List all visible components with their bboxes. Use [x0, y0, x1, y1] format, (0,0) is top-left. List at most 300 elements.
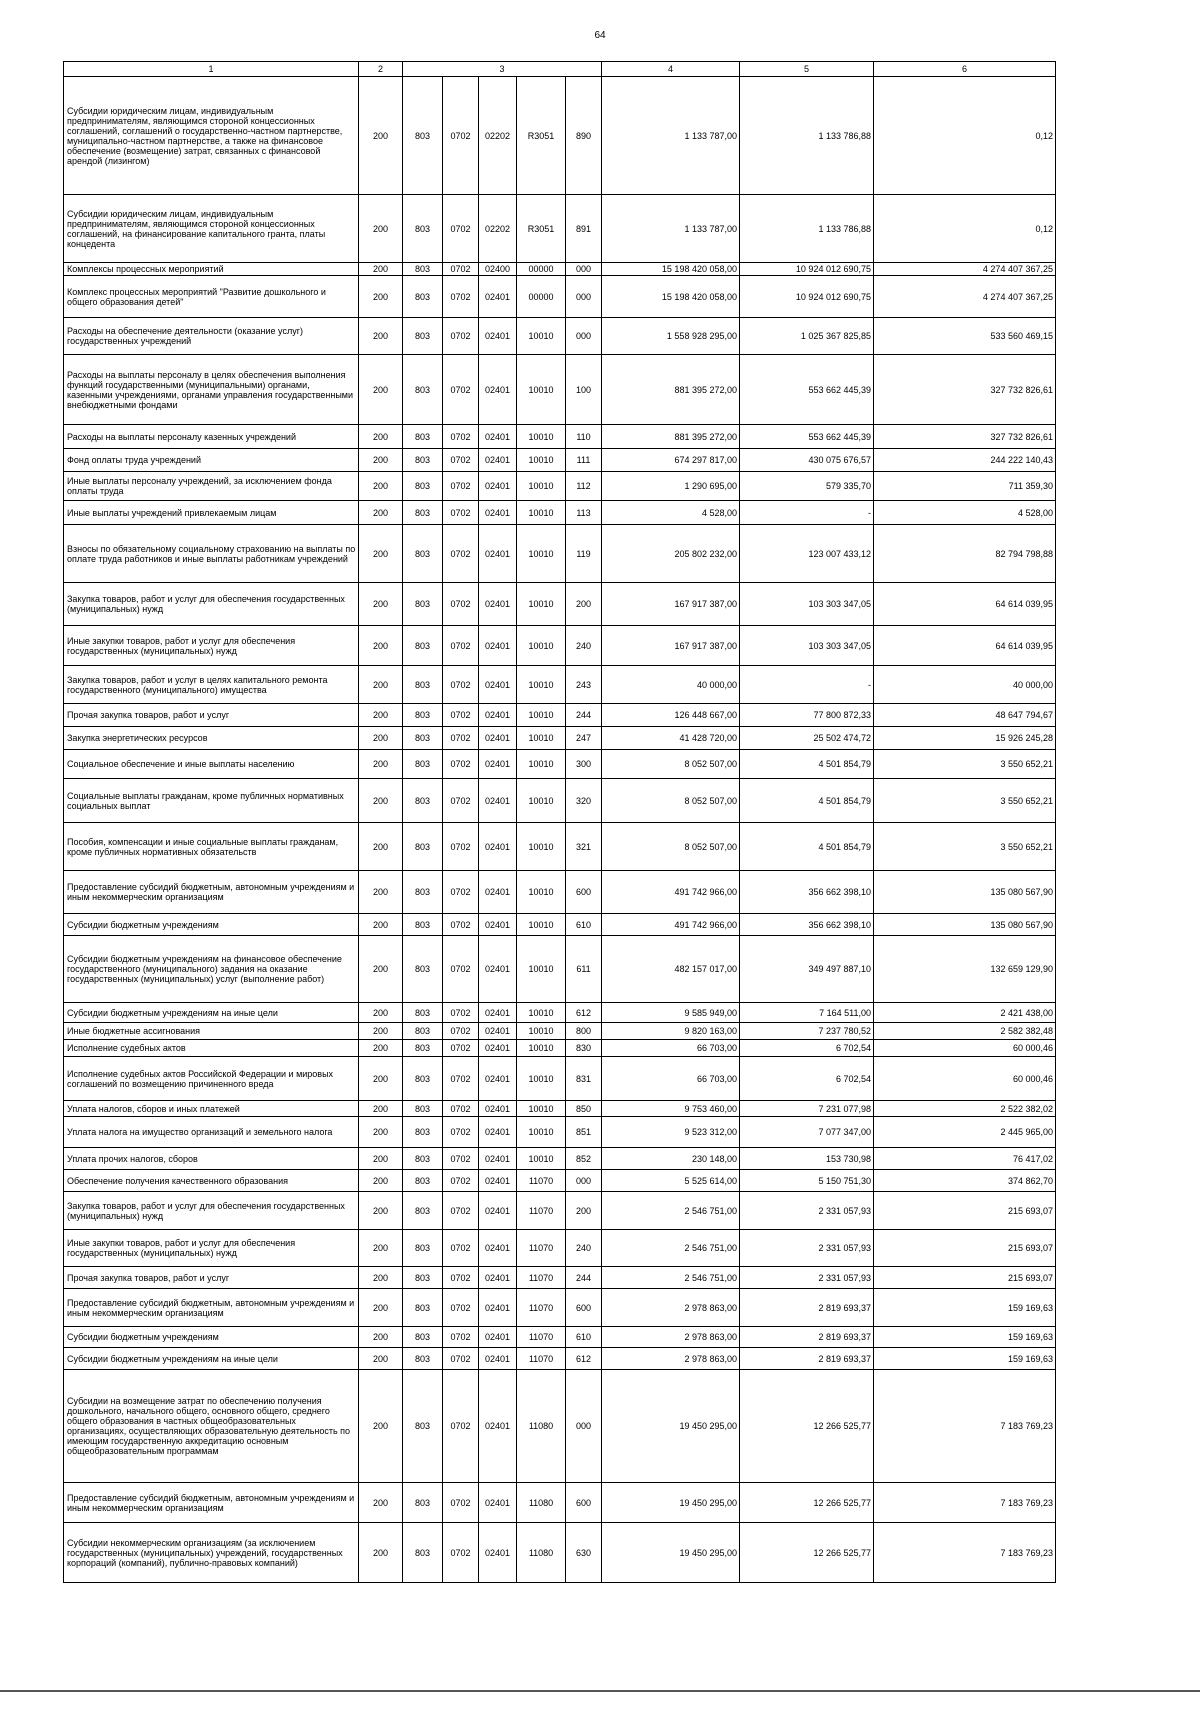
program-code: 02401 — [479, 583, 517, 626]
row-name: Субсидии юридическим лицам, индивидуальным предпринимателям, являющимся стороной концессионных соглашений, на финансирование капитального гранта, платы концедента — [64, 195, 359, 263]
direction-code: 11080 — [517, 1523, 566, 1583]
row-name: Пособия, компенсации и иные социальные выплаты гражданам, кроме публичных нормативных обязательств — [64, 823, 359, 871]
dept-code: 803 — [403, 263, 443, 276]
approved-amount: 9 523 312,00 — [602, 1117, 740, 1148]
admin-code: 200 — [359, 1170, 403, 1192]
executed-amount: 2 819 693,37 — [740, 1327, 874, 1348]
page-number: 64 — [594, 30, 606, 41]
executed-amount: 349 497 887,10 — [740, 936, 874, 1003]
approved-amount: 167 917 387,00 — [602, 583, 740, 626]
approved-amount: 5 525 614,00 — [602, 1170, 740, 1192]
direction-code: 10010 — [517, 472, 566, 501]
expense-type-code: 119 — [566, 525, 602, 583]
row-name: Предоставление субсидий бюджетным, автономным учреждениям и иным некоммерческим организациям — [64, 871, 359, 914]
program-code: 02401 — [479, 779, 517, 823]
section-code: 0702 — [443, 666, 479, 704]
table-row — [64, 1101, 1056, 1117]
section-code: 0702 — [443, 1370, 479, 1483]
dept-code: 803 — [403, 355, 443, 425]
section-code: 0702 — [443, 355, 479, 425]
header-col-6: 6 — [874, 62, 1056, 77]
section-code: 0702 — [443, 1483, 479, 1523]
row-name: Субсидии некоммерческим организациям (за исключением государственных (муниципальных) учреждений, государственных корпораций (компаний), публично-правовых компаний) — [64, 1523, 359, 1583]
admin-code: 200 — [359, 1348, 403, 1370]
admin-code: 200 — [359, 276, 403, 318]
expense-type-code: 600 — [566, 871, 602, 914]
approved-amount: 9 753 460,00 — [602, 1101, 740, 1117]
expense-type-code: 200 — [566, 583, 602, 626]
section-code: 0702 — [443, 472, 479, 501]
admin-code: 200 — [359, 1003, 403, 1023]
direction-code: 10010 — [517, 583, 566, 626]
expense-type-code: 000 — [566, 263, 602, 276]
program-code: 02401 — [479, 1148, 517, 1170]
row-name: Предоставление субсидий бюджетным, автономным учреждениям и иным некоммерческим организациям — [64, 1483, 359, 1523]
program-code: 02401 — [479, 1230, 517, 1267]
program-code: 02401 — [479, 1370, 517, 1483]
executed-amount: 10 924 012 690,75 — [740, 263, 874, 276]
program-code: 02202 — [479, 195, 517, 263]
section-code: 0702 — [443, 936, 479, 1003]
table-row — [64, 1327, 1056, 1348]
column-number-header — [64, 62, 1056, 77]
program-code: 02401 — [479, 1267, 517, 1289]
executed-amount: 7 231 077,98 — [740, 1101, 874, 1117]
program-code: 02401 — [479, 1101, 517, 1117]
executed-amount: 7 164 511,00 — [740, 1003, 874, 1023]
row-name: Иные бюджетные ассигнования — [64, 1023, 359, 1040]
expense-type-code: 113 — [566, 501, 602, 525]
program-code: 02401 — [479, 1523, 517, 1583]
dept-code: 803 — [403, 727, 443, 750]
table-row — [64, 583, 1056, 626]
direction-code: 00000 — [517, 263, 566, 276]
section-code: 0702 — [443, 1057, 479, 1101]
row-name: Закупка товаров, работ и услуг для обеспечения государственных (муниципальных) нужд — [64, 1192, 359, 1230]
section-code: 0702 — [443, 1023, 479, 1040]
direction-code: 10010 — [517, 626, 566, 666]
dept-code: 803 — [403, 779, 443, 823]
expense-type-code: 112 — [566, 472, 602, 501]
section-code: 0702 — [443, 750, 479, 779]
direction-code: 10010 — [517, 1040, 566, 1057]
dept-code: 803 — [403, 1192, 443, 1230]
approved-amount: 491 742 966,00 — [602, 871, 740, 914]
executed-amount: 12 266 525,77 — [740, 1483, 874, 1523]
direction-code: 10010 — [517, 1101, 566, 1117]
expense-type-code: 850 — [566, 1101, 602, 1117]
direction-code: 00000 — [517, 276, 566, 318]
admin-code: 200 — [359, 1148, 403, 1170]
expense-type-code: 320 — [566, 779, 602, 823]
row-name: Субсидии бюджетным учреждениям — [64, 1327, 359, 1348]
executed-amount: 553 662 445,39 — [740, 425, 874, 449]
direction-code: 11080 — [517, 1483, 566, 1523]
admin-code: 200 — [359, 472, 403, 501]
approved-amount: 8 052 507,00 — [602, 823, 740, 871]
table-row — [64, 666, 1056, 704]
program-code: 02401 — [479, 823, 517, 871]
table-row — [64, 1040, 1056, 1057]
program-code: 02401 — [479, 871, 517, 914]
row-name: Комплексы процессных мероприятий — [64, 263, 359, 276]
table-row — [64, 1348, 1056, 1370]
row-name: Субсидии бюджетным учреждениям на иные цели — [64, 1003, 359, 1023]
program-code: 02401 — [479, 727, 517, 750]
program-code: 02400 — [479, 263, 517, 276]
executed-amount: 1 025 367 825,85 — [740, 318, 874, 355]
direction-code: 10010 — [517, 666, 566, 704]
direction-code: 10010 — [517, 318, 566, 355]
approved-amount: 41 428 720,00 — [602, 727, 740, 750]
expense-type-code: 800 — [566, 1023, 602, 1040]
dept-code: 803 — [403, 501, 443, 525]
dept-code: 803 — [403, 1267, 443, 1289]
header-col-3: 3 — [403, 62, 602, 77]
executed-amount: 579 335,70 — [740, 472, 874, 501]
remaining-amount: 76 417,02 — [874, 1148, 1056, 1170]
admin-code: 200 — [359, 779, 403, 823]
remaining-amount: 215 693,07 — [874, 1267, 1056, 1289]
remaining-amount: 64 614 039,95 — [874, 583, 1056, 626]
admin-code: 200 — [359, 1101, 403, 1117]
header-col-1: 1 — [64, 62, 359, 77]
dept-code: 803 — [403, 472, 443, 501]
admin-code: 200 — [359, 318, 403, 355]
admin-code: 200 — [359, 525, 403, 583]
remaining-amount: 159 169,63 — [874, 1327, 1056, 1348]
dept-code: 803 — [403, 1023, 443, 1040]
approved-amount: 19 450 295,00 — [602, 1523, 740, 1583]
executed-amount: 12 266 525,77 — [740, 1370, 874, 1483]
admin-code: 200 — [359, 704, 403, 727]
program-code: 02401 — [479, 1192, 517, 1230]
dept-code: 803 — [403, 704, 443, 727]
expense-type-code: 612 — [566, 1003, 602, 1023]
table-row — [64, 1148, 1056, 1170]
program-code: 02401 — [479, 425, 517, 449]
row-name: Фонд оплаты труда учреждений — [64, 449, 359, 472]
table-row — [64, 318, 1056, 355]
row-name: Субсидии на возмещение затрат по обеспечению получения дошкольного, начального общего, основного общего, среднего общего образования в частных общеобразовательных организациях, осуществляющих образовательную деятельность по имеющим государственную аккредитацию основным общеобразовательным программам — [64, 1370, 359, 1483]
row-name: Расходы на обеспечение деятельности (оказание услуг) государственных учреждений — [64, 318, 359, 355]
expense-type-code: 890 — [566, 77, 602, 195]
expense-type-code: 000 — [566, 276, 602, 318]
executed-amount: 2 331 057,93 — [740, 1192, 874, 1230]
remaining-amount: 0,12 — [874, 77, 1056, 195]
dept-code: 803 — [403, 871, 443, 914]
dept-code: 803 — [403, 449, 443, 472]
executed-amount: 25 502 474,72 — [740, 727, 874, 750]
dept-code: 803 — [403, 1523, 443, 1583]
remaining-amount: 244 222 140,43 — [874, 449, 1056, 472]
expense-type-code: 612 — [566, 1348, 602, 1370]
program-code: 02401 — [479, 1289, 517, 1327]
remaining-amount: 327 732 826,61 — [874, 355, 1056, 425]
table-row — [64, 727, 1056, 750]
executed-amount: 1 133 786,88 — [740, 77, 874, 195]
executed-amount: 10 924 012 690,75 — [740, 276, 874, 318]
executed-amount: 4 501 854,79 — [740, 750, 874, 779]
budget-table — [63, 61, 1056, 1583]
section-code: 0702 — [443, 1117, 479, 1148]
remaining-amount: 711 359,30 — [874, 472, 1056, 501]
section-code: 0702 — [443, 318, 479, 355]
remaining-amount: 82 794 798,88 — [874, 525, 1056, 583]
executed-amount: 6 702,54 — [740, 1057, 874, 1101]
admin-code: 200 — [359, 1523, 403, 1583]
table-row — [64, 1003, 1056, 1023]
program-code: 02401 — [479, 276, 517, 318]
approved-amount: 8 052 507,00 — [602, 779, 740, 823]
admin-code: 200 — [359, 871, 403, 914]
expense-type-code: 300 — [566, 750, 602, 779]
section-code: 0702 — [443, 1040, 479, 1057]
section-code: 0702 — [443, 914, 479, 936]
direction-code: 10010 — [517, 823, 566, 871]
remaining-amount: 7 183 769,23 — [874, 1370, 1056, 1483]
dept-code: 803 — [403, 276, 443, 318]
section-code: 0702 — [443, 449, 479, 472]
table-row — [64, 449, 1056, 472]
executed-amount: 123 007 433,12 — [740, 525, 874, 583]
program-code: 02401 — [479, 1023, 517, 1040]
admin-code: 200 — [359, 1057, 403, 1101]
row-name: Иные выплаты учреждений привлекаемым лицам — [64, 501, 359, 525]
expense-type-code: 243 — [566, 666, 602, 704]
remaining-amount: 0,12 — [874, 195, 1056, 263]
remaining-amount: 7 183 769,23 — [874, 1483, 1056, 1523]
row-name: Прочая закупка товаров, работ и услуг — [64, 1267, 359, 1289]
executed-amount: 2 819 693,37 — [740, 1348, 874, 1370]
remaining-amount: 4 274 407 367,25 — [874, 276, 1056, 318]
direction-code: 10010 — [517, 525, 566, 583]
row-name: Иные выплаты персоналу учреждений, за исключением фонда оплаты труда — [64, 472, 359, 501]
dept-code: 803 — [403, 1370, 443, 1483]
expense-type-code: 247 — [566, 727, 602, 750]
remaining-amount: 132 659 129,90 — [874, 936, 1056, 1003]
program-code: 02401 — [479, 501, 517, 525]
program-code: 02202 — [479, 77, 517, 195]
executed-amount: 77 800 872,33 — [740, 704, 874, 727]
approved-amount: 15 198 420 058,00 — [602, 276, 740, 318]
admin-code: 200 — [359, 355, 403, 425]
direction-code: 10010 — [517, 1148, 566, 1170]
direction-code: 11070 — [517, 1267, 566, 1289]
dept-code: 803 — [403, 626, 443, 666]
executed-amount: 1 133 786,88 — [740, 195, 874, 263]
direction-code: 11070 — [517, 1348, 566, 1370]
expense-type-code: 600 — [566, 1289, 602, 1327]
row-name: Взносы по обязательному социальному страхованию на выплаты по оплате труда работников и иные выплаты работникам учреждений — [64, 525, 359, 583]
row-name: Социальные выплаты гражданам, кроме публичных нормативных социальных выплат — [64, 779, 359, 823]
remaining-amount: 3 550 652,21 — [874, 823, 1056, 871]
admin-code: 200 — [359, 501, 403, 525]
executed-amount: 4 501 854,79 — [740, 823, 874, 871]
expense-type-code: 110 — [566, 425, 602, 449]
program-code: 02401 — [479, 914, 517, 936]
table-row — [64, 1057, 1056, 1101]
remaining-amount: 4 528,00 — [874, 501, 1056, 525]
expense-type-code: 111 — [566, 449, 602, 472]
expense-type-code: 630 — [566, 1523, 602, 1583]
table-row — [64, 871, 1056, 914]
remaining-amount: 533 560 469,15 — [874, 318, 1056, 355]
dept-code: 803 — [403, 1483, 443, 1523]
expense-type-code: 100 — [566, 355, 602, 425]
expense-type-code: 000 — [566, 1170, 602, 1192]
direction-code: 11070 — [517, 1170, 566, 1192]
row-name: Обеспечение получения качественного образования — [64, 1170, 359, 1192]
section-code: 0702 — [443, 501, 479, 525]
approved-amount: 881 395 272,00 — [602, 355, 740, 425]
direction-code: 10010 — [517, 425, 566, 449]
program-code: 02401 — [479, 936, 517, 1003]
dept-code: 803 — [403, 1230, 443, 1267]
row-name: Субсидии бюджетным учреждениям на иные цели — [64, 1348, 359, 1370]
executed-amount: 2 331 057,93 — [740, 1267, 874, 1289]
admin-code: 200 — [359, 1483, 403, 1523]
admin-code: 200 — [359, 77, 403, 195]
direction-code: 10010 — [517, 355, 566, 425]
remaining-amount: 15 926 245,28 — [874, 727, 1056, 750]
admin-code: 200 — [359, 1192, 403, 1230]
remaining-amount: 7 183 769,23 — [874, 1523, 1056, 1583]
remaining-amount: 374 862,70 — [874, 1170, 1056, 1192]
table-row — [64, 1230, 1056, 1267]
approved-amount: 1 133 787,00 — [602, 195, 740, 263]
table-row — [64, 1483, 1056, 1523]
direction-code: 10010 — [517, 449, 566, 472]
admin-code: 200 — [359, 1267, 403, 1289]
remaining-amount: 48 647 794,67 — [874, 704, 1056, 727]
expense-type-code: 830 — [566, 1040, 602, 1057]
row-name: Иные закупки товаров, работ и услуг для обеспечения государственных (муниципальных) нужд — [64, 626, 359, 666]
admin-code: 200 — [359, 914, 403, 936]
section-code: 0702 — [443, 583, 479, 626]
expense-type-code: 000 — [566, 1370, 602, 1483]
expense-type-code: 000 — [566, 318, 602, 355]
section-code: 0702 — [443, 276, 479, 318]
direction-code: 10010 — [517, 1117, 566, 1148]
table-row — [64, 1117, 1056, 1148]
dept-code: 803 — [403, 1289, 443, 1327]
expense-type-code: 611 — [566, 936, 602, 1003]
program-code: 02401 — [479, 472, 517, 501]
admin-code: 200 — [359, 1370, 403, 1483]
executed-amount: 2 819 693,37 — [740, 1289, 874, 1327]
row-name: Исполнение судебных актов — [64, 1040, 359, 1057]
executed-amount: - — [740, 666, 874, 704]
executed-amount: 7 077 347,00 — [740, 1117, 874, 1148]
remaining-amount: 2 445 965,00 — [874, 1117, 1056, 1148]
remaining-amount: 64 614 039,95 — [874, 626, 1056, 666]
executed-amount: 6 702,54 — [740, 1040, 874, 1057]
remaining-amount: 215 693,07 — [874, 1230, 1056, 1267]
dept-code: 803 — [403, 823, 443, 871]
executed-amount: 103 303 347,05 — [740, 626, 874, 666]
row-name: Иные закупки товаров, работ и услуг для обеспечения государственных (муниципальных) нужд — [64, 1230, 359, 1267]
section-code: 0702 — [443, 704, 479, 727]
row-name: Уплата налога на имущество организаций и земельного налога — [64, 1117, 359, 1148]
admin-code: 200 — [359, 425, 403, 449]
row-name: Уплата налогов, сборов и иных платежей — [64, 1101, 359, 1117]
table-row — [64, 750, 1056, 779]
direction-code: 11070 — [517, 1230, 566, 1267]
header-col-4: 4 — [602, 62, 740, 77]
admin-code: 200 — [359, 1040, 403, 1057]
section-code: 0702 — [443, 1289, 479, 1327]
table-row — [64, 525, 1056, 583]
dept-code: 803 — [403, 1170, 443, 1192]
row-name: Закупка энергетических ресурсов — [64, 727, 359, 750]
row-name: Субсидии юридическим лицам, индивидуальным предпринимателям, являющимся стороной концессионных соглашений, соглашений о государственно-частном партнерстве, муниципально-частном партнерстве, а также на финансовое обеспечение (возмещение) затрат, связанных с финансовой арендой (лизингом) — [64, 77, 359, 195]
approved-amount: 8 052 507,00 — [602, 750, 740, 779]
scan-bottom-edge — [0, 1690, 1200, 1692]
approved-amount: 40 000,00 — [602, 666, 740, 704]
expense-type-code: 610 — [566, 914, 602, 936]
section-code: 0702 — [443, 1230, 479, 1267]
direction-code: 11070 — [517, 1327, 566, 1348]
direction-code: 10010 — [517, 1003, 566, 1023]
executed-amount: 5 150 751,30 — [740, 1170, 874, 1192]
admin-code: 200 — [359, 727, 403, 750]
executed-amount: 4 501 854,79 — [740, 779, 874, 823]
remaining-amount: 135 080 567,90 — [874, 871, 1056, 914]
row-name: Исполнение судебных актов Российской Федерации и мировых соглашений по возмещению причиненного вреда — [64, 1057, 359, 1101]
program-code: 02401 — [479, 1483, 517, 1523]
direction-code: 10010 — [517, 727, 566, 750]
table-row — [64, 195, 1056, 263]
executed-amount: 553 662 445,39 — [740, 355, 874, 425]
program-code: 02401 — [479, 666, 517, 704]
table-row — [64, 472, 1056, 501]
dept-code: 803 — [403, 1348, 443, 1370]
expense-type-code: 610 — [566, 1327, 602, 1348]
expense-type-code: 891 — [566, 195, 602, 263]
dept-code: 803 — [403, 1057, 443, 1101]
approved-amount: 482 157 017,00 — [602, 936, 740, 1003]
expense-type-code: 600 — [566, 1483, 602, 1523]
dept-code: 803 — [403, 666, 443, 704]
section-code: 0702 — [443, 195, 479, 263]
table-row — [64, 1370, 1056, 1483]
direction-code: 10010 — [517, 750, 566, 779]
table-row — [64, 425, 1056, 449]
approved-amount: 2 978 863,00 — [602, 1289, 740, 1327]
dept-code: 803 — [403, 1040, 443, 1057]
remaining-amount: 2 522 382,02 — [874, 1101, 1056, 1117]
approved-amount: 19 450 295,00 — [602, 1370, 740, 1483]
admin-code: 200 — [359, 1023, 403, 1040]
table-row — [64, 779, 1056, 823]
direction-code: 10010 — [517, 936, 566, 1003]
table-row — [64, 276, 1056, 318]
approved-amount: 2 546 751,00 — [602, 1230, 740, 1267]
dept-code: 803 — [403, 525, 443, 583]
section-code: 0702 — [443, 1148, 479, 1170]
approved-amount: 167 917 387,00 — [602, 626, 740, 666]
program-code: 02401 — [479, 1040, 517, 1057]
executed-amount: 12 266 525,77 — [740, 1523, 874, 1583]
row-name: Расходы на выплаты персоналу казенных учреждений — [64, 425, 359, 449]
approved-amount: 15 198 420 058,00 — [602, 263, 740, 276]
admin-code: 200 — [359, 750, 403, 779]
row-name: Комплекс процессных мероприятий "Развитие дошкольного и общего образования детей" — [64, 276, 359, 318]
expense-type-code: 200 — [566, 1192, 602, 1230]
admin-code: 200 — [359, 666, 403, 704]
approved-amount: 2 546 751,00 — [602, 1267, 740, 1289]
